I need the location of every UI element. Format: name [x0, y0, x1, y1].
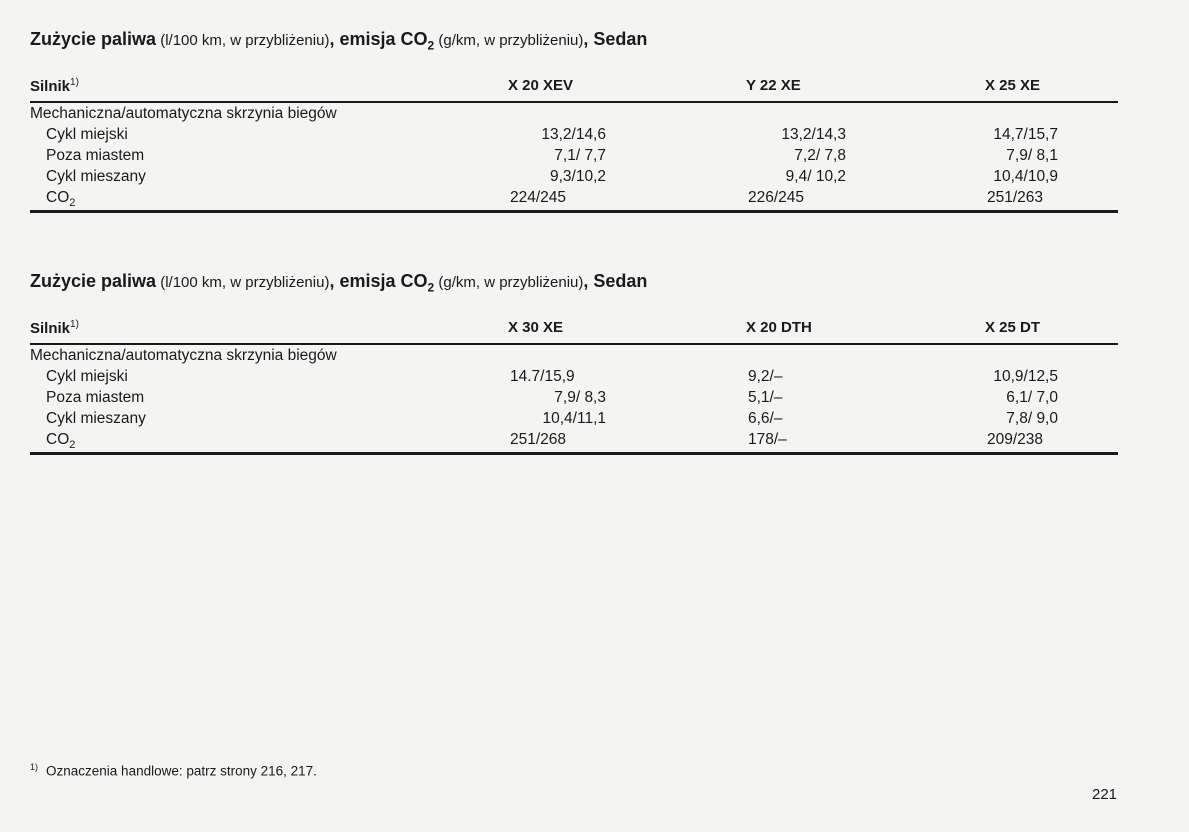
row-label-text: CO [46, 430, 70, 448]
table-row [30, 145, 1118, 166]
engine-col-3: X 25 XE [985, 76, 1041, 94]
cell: 6,1/ 7,0 [1006, 388, 1058, 406]
table-title [30, 28, 1118, 57]
row-label: Cykl miejski [46, 367, 128, 385]
engine-col-2: Y 22 XE [746, 76, 801, 94]
row-label: Cykl miejski [46, 125, 128, 143]
engine-col-3: X 25 DT [985, 318, 1041, 336]
engine-col-1: X 20 XEV [508, 76, 574, 94]
cell: 7,9/ 8,1 [1006, 146, 1058, 164]
bottom-rule [30, 210, 1118, 213]
row-label: Cykl mieszany [46, 409, 146, 427]
group-label: Mechaniczna/automatyczna skrzynia biegów [30, 346, 337, 364]
header-label [30, 319, 79, 337]
cell: 14,7/15,7 [993, 125, 1058, 143]
header-label [30, 77, 79, 95]
title-part3: Sedan [588, 271, 648, 291]
title-unit2: (g/km, w przybliżeniu) [434, 274, 584, 291]
cell: 9,3/10,2 [549, 167, 606, 185]
fuel-table-1 [30, 28, 1118, 213]
engine-col-1: X 30 XE [508, 318, 564, 336]
title-sep1: , [329, 29, 335, 49]
table-row [30, 187, 1118, 208]
title-unit1: (l/100 km, w przybliżeniu) [156, 32, 330, 49]
table-row [30, 408, 1118, 429]
group-row [30, 345, 1118, 366]
row-label-text: CO [46, 188, 70, 206]
cell: 5,1/– [748, 388, 783, 406]
row-label: Cykl mieszany [46, 167, 146, 185]
row-label-sub: 2 [69, 196, 76, 209]
cell: 7,1/ 7,7 [554, 146, 606, 164]
table-row [30, 387, 1118, 408]
title-unit2: (g/km, w przybliżeniu) [434, 32, 584, 49]
cell: 7,2/ 7,8 [794, 146, 846, 164]
row-label-sub: 2 [69, 438, 76, 451]
cell: 6,6/– [748, 409, 783, 427]
row-label: Poza miastem [46, 146, 145, 164]
fuel-table-2 [30, 270, 1118, 455]
table-row [30, 166, 1118, 187]
cell: 224/245 [510, 188, 567, 206]
table-row [30, 366, 1118, 387]
row-label: Poza miastem [46, 388, 145, 406]
cell: 7,9/ 8,3 [554, 388, 606, 406]
group-label: Mechaniczna/automatyczna skrzynia biegów [30, 104, 337, 122]
cell: 13,2/14,6 [541, 125, 606, 143]
title-part2: emisja CO [334, 29, 428, 49]
title-unit1: (l/100 km, w przybliżeniu) [156, 274, 330, 291]
cell: 9,4/ 10,2 [785, 167, 846, 185]
header-sup: 1) [70, 318, 79, 330]
header-sup: 1) [70, 76, 79, 88]
table-header [30, 77, 1118, 99]
footnote-mark: 1) [30, 762, 39, 772]
footnote [30, 762, 317, 779]
row-label [46, 187, 75, 214]
group-row [30, 103, 1118, 124]
title-sep1: , [329, 271, 335, 291]
title-part1: Zużycie paliwa [30, 29, 157, 49]
table-row [30, 124, 1118, 145]
row-label [46, 429, 75, 456]
cell: 7,8/ 9,0 [1006, 409, 1058, 427]
footnote-text: Oznaczenia handlowe: patrz strony 216, 217. [46, 763, 317, 779]
cell: 10,4/11,1 [542, 409, 606, 427]
table-row [30, 429, 1118, 450]
title-part1: Zużycie paliwa [30, 271, 157, 291]
cell: 10,9/12,5 [993, 367, 1058, 385]
title-part2: emisja CO [334, 271, 428, 291]
cell: 14.7/15,9 [510, 367, 575, 385]
header-label-text: Silnik [30, 319, 71, 337]
title-sub: 2 [427, 280, 435, 295]
title-sep2: , [583, 29, 589, 49]
page-number: 221 [1092, 786, 1118, 803]
cell: 13,2/14,3 [781, 125, 846, 143]
cell: 251/263 [987, 188, 1044, 206]
header-label-text: Silnik [30, 77, 71, 95]
cell: 226/245 [748, 188, 805, 206]
cell: 178/– [748, 430, 787, 448]
cell: 9,2/– [748, 367, 783, 385]
cell: 251/268 [510, 430, 567, 448]
table-header [30, 319, 1118, 341]
table-title [30, 270, 1118, 299]
cell: 209/238 [987, 430, 1044, 448]
bottom-rule [30, 452, 1118, 455]
title-sep2: , [583, 271, 589, 291]
engine-col-2: X 20 DTH [746, 318, 812, 336]
title-sub: 2 [427, 38, 435, 53]
title-part3: Sedan [588, 29, 648, 49]
cell: 10,4/10,9 [993, 167, 1058, 185]
